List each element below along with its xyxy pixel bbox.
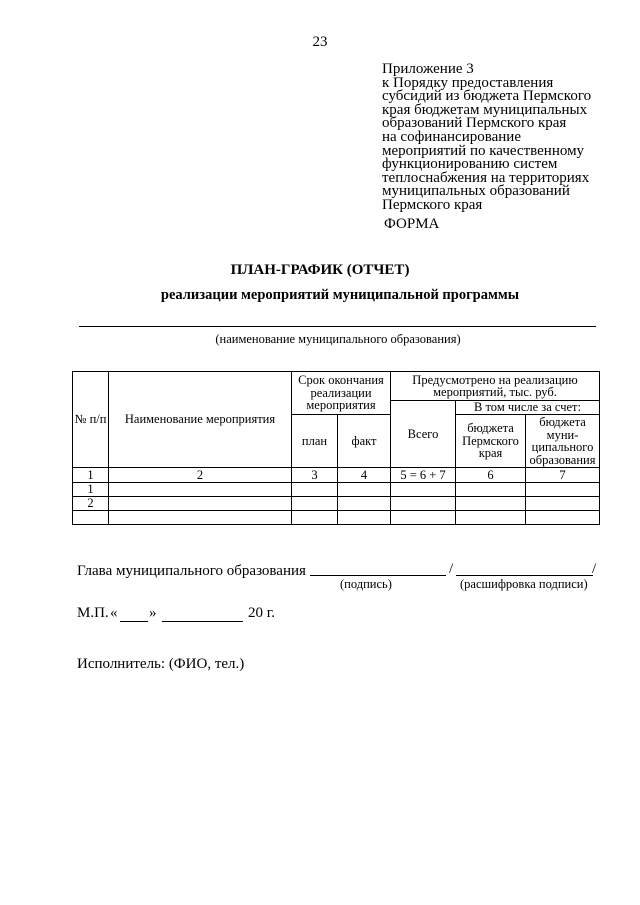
cell-regional-budget[interactable] [456,511,526,525]
slash-separator: / [449,561,454,577]
cell-total[interactable] [391,497,456,511]
cell-total[interactable] [391,511,456,525]
table-row [73,511,600,525]
appendix-line: мероприятий по качественному [382,142,585,159]
cell-activity-name[interactable] [109,497,292,511]
row-number: 1 [73,483,109,497]
form-label: ФОРМА [384,216,440,232]
appendix-line: образований Пермского края [382,115,567,132]
header-regional-budget: бюджета Пермского края [456,415,526,468]
column-number: 1 [73,468,109,483]
cell-plan[interactable] [292,483,338,497]
quote-open: « [110,605,118,621]
header-plan: план [292,415,338,468]
cell-municipal-budget[interactable] [526,483,600,497]
document-title: ПЛАН-ГРАФИК (ОТЧЕТ) [230,262,410,278]
document-subtitle: реализации мероприятий муниципальной программы [160,287,520,303]
header-including: В том числе за счет: [456,401,600,415]
municipality-name-caption: (наименование муниципального образования) [215,332,461,346]
cell-fact[interactable] [338,511,391,525]
row-number: 2 [73,497,109,511]
stamp-label: М.П. [77,605,109,621]
appendix-line: субсидий из бюджета Пермского [382,88,592,105]
row-number [73,511,109,525]
header-fact: факт [338,415,391,468]
head-signature-label: Глава муниципального образования [77,563,306,579]
quote-close: » [149,605,157,621]
signature-decoding-caption: (расшифровка подписи) [460,577,588,591]
appendix-line: муниципальных образований [382,183,570,200]
page-number: 23 [312,34,328,50]
header-total: Всего [391,401,456,468]
cell-municipal-budget[interactable] [526,497,600,511]
appendix-line: Пермского края [382,196,483,213]
plan-schedule-table [72,371,600,525]
slash-separator: / [592,561,597,577]
appendix-line: на софинансирование [382,128,521,145]
table-row [73,497,600,511]
column-number: 7 [526,468,600,483]
cell-activity-name[interactable] [109,483,292,497]
header-municipal-budget: бюджета муни-ципального образования [526,415,600,468]
header-funding: Предусмотрено на реализацию мероприятий, тыс. руб. [391,372,600,401]
municipality-name-line[interactable] [79,326,596,327]
header-activity-name: Наименование мероприятия [109,372,292,468]
executor-label: Исполнитель: (ФИО, тел.) [77,656,245,672]
column-number: 3 [292,468,338,483]
appendix-line: функционированию систем [382,156,558,173]
column-number: 6 [456,468,526,483]
cell-fact[interactable] [338,483,391,497]
appendix-line: к Порядку предоставления [382,74,554,91]
cell-municipal-budget[interactable] [526,511,600,525]
appendix-line: Приложение 3 [382,61,474,77]
column-number: 5 = 6 + 7 [391,468,456,483]
signature-caption: (подпись) [340,577,392,591]
appendix-line: края бюджетам муниципальных [382,101,588,118]
year-label: 20 г. [248,605,275,621]
cell-regional-budget[interactable] [456,497,526,511]
column-number: 2 [109,468,292,483]
table-row [73,483,600,497]
cell-total[interactable] [391,483,456,497]
column-number: 4 [338,468,391,483]
cell-activity-name[interactable] [109,511,292,525]
cell-plan[interactable] [292,511,338,525]
month-line[interactable] [162,621,243,622]
signature-decoding-line[interactable] [456,575,593,576]
header-number: № п/п [73,372,109,468]
cell-regional-budget[interactable] [456,483,526,497]
signature-line[interactable] [310,575,446,576]
column-number-row [73,468,600,483]
appendix-reference [382,63,622,213]
header-deadline: Срок окончания реализации мероприятия [292,372,391,415]
cell-fact[interactable] [338,497,391,511]
appendix-line: теплоснабжения на территориях [382,169,590,186]
day-line[interactable] [120,621,148,622]
cell-plan[interactable] [292,497,338,511]
